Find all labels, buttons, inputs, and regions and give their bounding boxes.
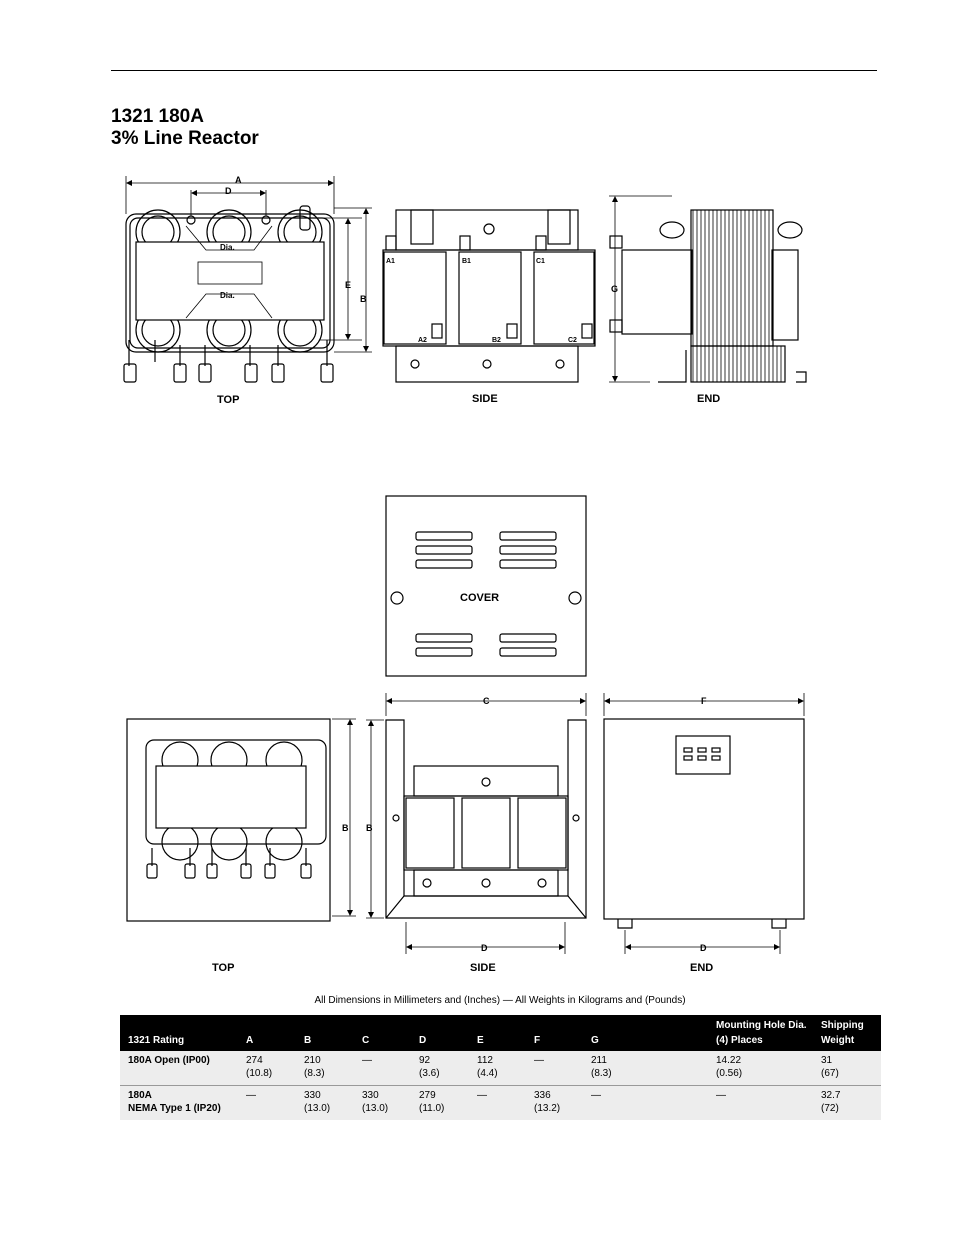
view-label-open-end: END <box>697 393 721 405</box>
cell-value: 210 <box>304 1055 321 1066</box>
cell-value: — <box>716 1090 726 1101</box>
view-label-nema-top: TOP <box>212 962 235 974</box>
cell-e <box>469 1086 526 1121</box>
dim-label-e: E <box>345 280 352 290</box>
terminal-a2: A2 <box>418 337 427 344</box>
th-mount-line-2: (4) Places <box>716 1035 763 1046</box>
terminal-c1: C1 <box>536 258 545 265</box>
dim-label-b: B <box>360 294 367 304</box>
cell-f <box>526 1051 583 1086</box>
dimensions-table <box>120 1015 881 1120</box>
cell-d <box>411 1051 469 1086</box>
cell-value: 279 <box>419 1090 436 1101</box>
cell-value-inches: (13.2) <box>534 1103 561 1114</box>
dimensions-caption: All Dimensions in Millimeters and (Inches) — All Weights in Kilograms and (Pounds) <box>314 995 686 1006</box>
th-f: F <box>526 1015 583 1051</box>
cell-value-inches: (11.0) <box>419 1103 445 1114</box>
cell-rating-l1: 180A <box>128 1090 152 1101</box>
view-label-nema-end: END <box>690 962 714 974</box>
cell-mounting-hole <box>708 1051 813 1086</box>
dim-label-a: A <box>235 175 242 185</box>
cell-value: 274 <box>246 1055 263 1066</box>
cell-value-inches: (3.6) <box>419 1068 440 1079</box>
cell-value: 31 <box>821 1055 833 1066</box>
cell-value-inches: (8.3) <box>591 1068 612 1079</box>
cell-value: — <box>477 1090 487 1101</box>
terminal-b2: B2 <box>492 337 501 344</box>
cell-c <box>354 1051 411 1086</box>
open-end-dimensions <box>609 196 672 382</box>
nema-top-dimensions <box>332 719 356 916</box>
dim-label-dia-top: Dia. <box>220 243 235 252</box>
cell-value: — <box>534 1055 544 1066</box>
cell-b <box>296 1086 354 1121</box>
cover-label: COVER <box>460 592 500 604</box>
cell-value: 112 <box>477 1055 493 1066</box>
open-end-view <box>610 210 806 382</box>
nema-dim-label-d-end: D <box>700 943 707 953</box>
th-rating: 1321 Rating <box>120 1015 238 1051</box>
cell-value-inches: (10.8) <box>246 1068 273 1079</box>
cell-shipping-weight <box>813 1086 881 1121</box>
dim-label-d: D <box>225 186 232 196</box>
cell-value: — <box>246 1090 256 1101</box>
dim-label-g: G <box>611 284 619 294</box>
th-ship-line-2: Weight <box>821 1035 855 1046</box>
cell-rating-l1: 180A Open (IP00) <box>128 1055 210 1066</box>
cell-value: 330 <box>362 1090 379 1101</box>
cell-a <box>238 1086 296 1121</box>
nema-top-view <box>127 719 330 921</box>
cell-e <box>469 1051 526 1086</box>
cell-b <box>296 1051 354 1086</box>
terminal-c2: C2 <box>568 337 577 344</box>
th-mounting-hole <box>708 1015 813 1051</box>
cell-a <box>238 1051 296 1086</box>
view-label-nema-side: SIDE <box>470 962 496 974</box>
terminal-b1: B1 <box>462 258 471 265</box>
cell-value-inches: (13.0) <box>362 1103 389 1114</box>
title-line-1: 1321 180A <box>111 106 204 127</box>
dim-label-dia-bottom: Dia. <box>220 291 235 300</box>
cell-f <box>526 1086 583 1121</box>
table-row <box>120 1051 881 1086</box>
nema-end-dimensions <box>604 693 804 954</box>
table-header-row <box>120 1015 881 1051</box>
cell-value-inches: (0.56) <box>716 1068 743 1079</box>
nema-cover <box>386 496 586 676</box>
cell-value: 211 <box>591 1055 607 1066</box>
cell-g <box>583 1051 708 1086</box>
open-side-view <box>383 210 595 382</box>
view-label-open-top: TOP <box>217 394 240 406</box>
nema-dim-label-b-top: B <box>342 823 349 833</box>
nema-side-view <box>386 720 586 918</box>
cell-g <box>583 1086 708 1121</box>
cell-c <box>354 1086 411 1121</box>
cell-value: 14.22 <box>716 1055 742 1066</box>
th-shipping-weight <box>813 1015 881 1051</box>
cell-value-pounds: (67) <box>821 1068 839 1079</box>
terminal-a1: A1 <box>386 258 395 265</box>
view-label-open-side: SIDE <box>472 393 498 405</box>
nema-dim-label-b-side: B <box>366 823 373 833</box>
th-e: E <box>469 1015 526 1051</box>
cell-rating <box>120 1086 238 1121</box>
table-row <box>120 1086 881 1121</box>
cell-shipping-weight <box>813 1051 881 1086</box>
cell-value: — <box>362 1055 372 1066</box>
th-c: C <box>354 1015 411 1051</box>
nema-dim-label-d-side: D <box>481 943 488 953</box>
cell-value: 92 <box>419 1055 431 1066</box>
th-d: D <box>411 1015 469 1051</box>
nema-end-view <box>604 719 804 928</box>
th-g: G <box>583 1015 708 1051</box>
nema-dim-label-f: F <box>701 696 707 706</box>
cell-rating <box>120 1051 238 1086</box>
cell-value: 330 <box>304 1090 321 1101</box>
cell-value: 32.7 <box>821 1090 841 1101</box>
cell-value-inches: (8.3) <box>304 1068 325 1079</box>
cell-value: — <box>591 1090 601 1101</box>
th-a: A <box>238 1015 296 1051</box>
nema-dim-label-c: C <box>483 696 490 706</box>
cell-value-inches: (13.0) <box>304 1103 331 1114</box>
th-mount-line-1: Mounting Hole Dia. <box>716 1020 807 1031</box>
cell-value: 336 <box>534 1090 551 1101</box>
title-line-2: 3% Line Reactor <box>111 128 259 149</box>
cell-value-pounds: (72) <box>821 1103 839 1114</box>
cell-rating-l2: NEMA Type 1 (IP20) <box>128 1103 221 1114</box>
cell-mounting-hole <box>708 1086 813 1121</box>
th-b: B <box>296 1015 354 1051</box>
cell-d <box>411 1086 469 1121</box>
th-ship-line-1: Shipping <box>821 1020 864 1031</box>
cell-value-inches: (4.4) <box>477 1068 498 1079</box>
